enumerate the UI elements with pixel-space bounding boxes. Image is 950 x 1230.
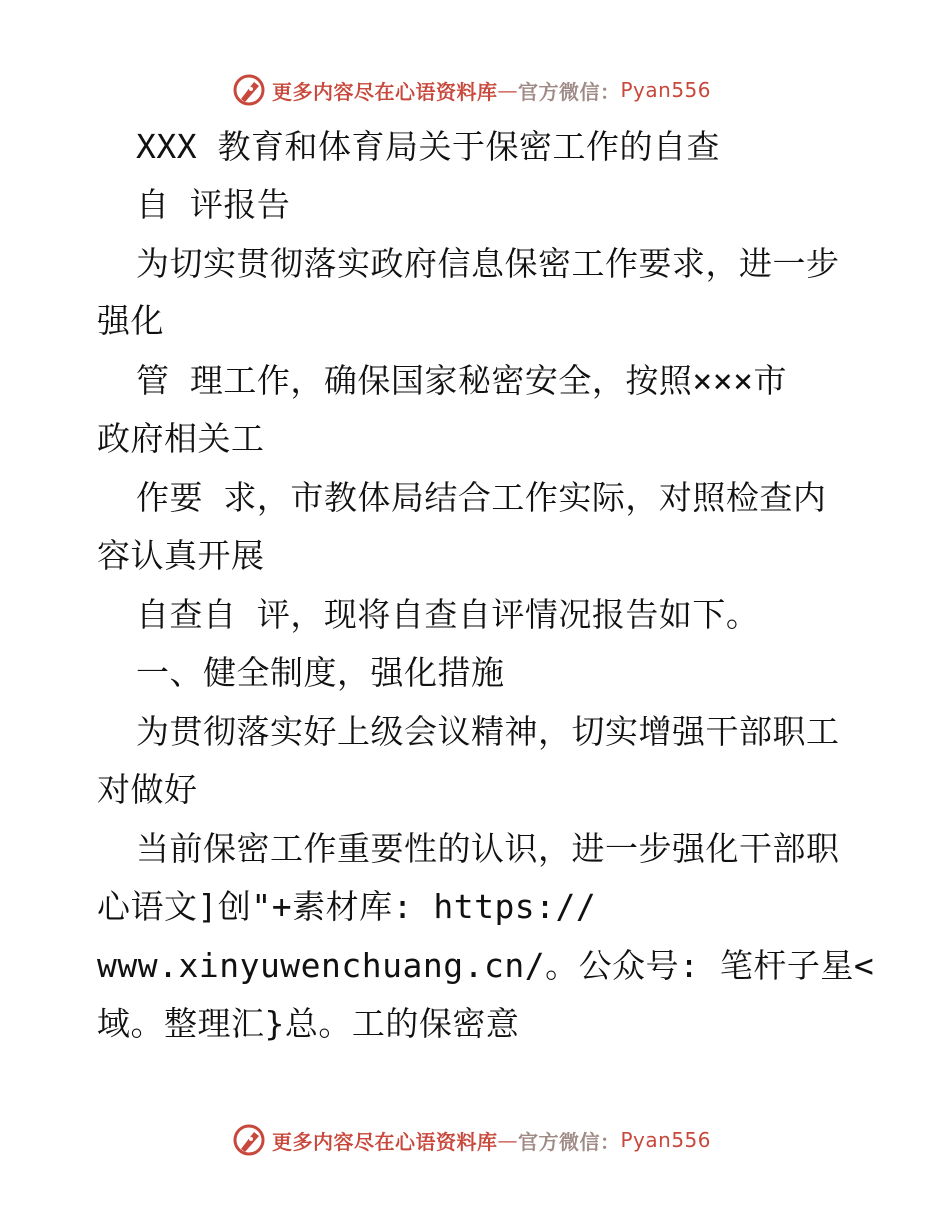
banner-slogan: 更多内容尽在心语资料库: [272, 1129, 498, 1154]
document-title-line-1: XXX 教育和体育局关于保密工作的自查: [136, 127, 720, 166]
header-banner: [232, 70, 712, 110]
body-text-line: 当前保密工作重要性的认识，进一步强化干部职: [136, 829, 840, 868]
section-heading: 一、健全制度，强化措施: [136, 653, 505, 692]
body-text-line: 管 理工作，确保国家秘密安全，按照×××市: [136, 361, 787, 400]
watermark-text-line: 心语文]创"+素材库: https://: [97, 887, 597, 926]
banner-wechat-id: Pyan556: [620, 78, 712, 102]
banner-wechat-label: 官方微信：: [518, 1129, 621, 1154]
footer-banner: [232, 1120, 712, 1160]
body-text-line: 容认真开展: [97, 536, 265, 575]
body-text-line: 域。整理汇}总。工的保密意: [97, 1004, 520, 1043]
body-text-line: 政府相关工: [97, 419, 265, 458]
banner-wechat-label: 官方微信：: [518, 79, 621, 104]
body-text-line: 自查自 评，现将自查自评情况报告如下。: [136, 595, 760, 634]
pen-nib-logo-icon: [232, 73, 266, 107]
banner-slogan: 更多内容尽在心语资料库: [272, 79, 498, 104]
pen-nib-logo-icon: [232, 1123, 266, 1157]
body-text-line: 为切实贯彻落实政府信息保密工作要求，进一步: [136, 244, 840, 283]
body-text-line: 强化: [97, 301, 164, 340]
banner-dash: —: [497, 78, 518, 102]
body-text-line: 对做好: [97, 770, 198, 809]
watermark-text-line: www.xinyuwenchuang.cn/。公众号: 笔杆子星<: [97, 946, 875, 985]
document-title-line-2: 自 评报告: [136, 185, 291, 224]
body-text-line: 作要 求，市教体局结合工作实际，对照检查内: [136, 478, 827, 517]
body-text-line: 为贯彻落实好上级会议精神，切实增强干部职工: [136, 712, 840, 751]
banner-wechat-id: Pyan556: [620, 1128, 712, 1152]
banner-dash: —: [497, 1128, 518, 1152]
